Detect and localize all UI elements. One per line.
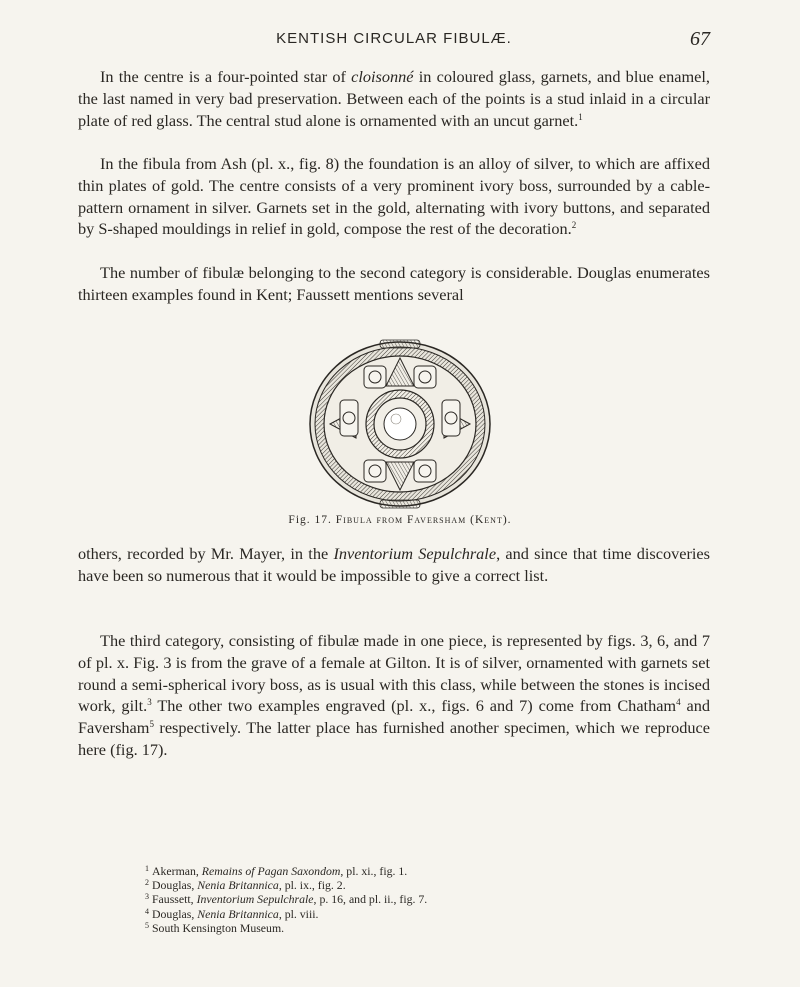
footnote-ref[interactable]: 3 bbox=[147, 697, 152, 708]
footnote-ref[interactable]: 2 bbox=[571, 220, 577, 231]
running-title: KENTISH CIRCULAR FIBULÆ. bbox=[276, 30, 512, 47]
footnote-title: Inventorium Sepulchrale bbox=[196, 892, 314, 907]
paragraph-text: In the fibula from Ash (pl. x., fig. 8) the foundation is an alloy of silver, to which are affixed thin plates of gold. The centre consists of a very prominent ivory boss, surrounded by a cable-pattern ornament in silver. Garnets set in the gold, alternating with ivory buttons, and separated by S-shaped mouldings in relief in gold, compose the rest of the decoration. bbox=[78, 154, 710, 239]
paragraph-text: The other two examples engraved (pl. x., figs. 6 and 7) come from Chatham bbox=[151, 696, 677, 716]
paragraph-text: respectively. The latter place has furnished another specimen, which we reproduce here (fig. 17). bbox=[78, 718, 710, 759]
paragraph-text: and Faversham bbox=[78, 696, 711, 738]
paragraph-others bbox=[78, 543, 710, 587]
footnote-number: 4 bbox=[145, 906, 149, 916]
footnote-number: 2 bbox=[145, 878, 149, 888]
footnote-ref[interactable]: 4 bbox=[676, 697, 681, 708]
footnote-text: , p. 16, and pl. ii., fig. 7. bbox=[313, 892, 428, 907]
footnote bbox=[145, 878, 705, 892]
italic-title: Inventorium Sepulchrale bbox=[333, 544, 497, 563]
paragraph-text: , and since that time discoveries have been so numerous that it would be impossible to give a correct list. bbox=[78, 544, 710, 585]
footnote-text: Faussett, bbox=[152, 892, 197, 907]
figure-label: Fig. 17. bbox=[288, 514, 332, 526]
paragraph-second-category bbox=[78, 262, 710, 306]
page-header bbox=[78, 28, 710, 50]
paragraph-cloisonne bbox=[78, 66, 710, 131]
footnotes bbox=[145, 864, 705, 935]
footnote-text: South Kensington Museum. bbox=[152, 920, 285, 935]
footnote bbox=[145, 921, 705, 935]
footnote-title: Nenia Britannica bbox=[197, 906, 279, 921]
paragraph-text: others, recorded by Mr. Mayer, in the bbox=[78, 544, 334, 563]
footnote-number: 3 bbox=[145, 892, 149, 902]
paragraph-text: The number of fibulæ belonging to the second category is considerable. Douglas enumerates thirteen examples found in Kent; Faussett mentions several bbox=[78, 263, 710, 304]
footnote bbox=[145, 864, 705, 878]
footnote-number: 1 bbox=[145, 864, 149, 873]
footnote-text: Akerman, bbox=[152, 864, 202, 878]
footnote-text: , pl. viii. bbox=[278, 906, 319, 921]
paragraph-ash-fibula bbox=[78, 153, 710, 240]
paragraph-third-category bbox=[78, 630, 710, 761]
paragraph-text: in coloured glass, garnets, and blue enamel, the last named in very bad preservation. Between each of the points is a stud inlaid in a circular plate of red glass. The central stud alone is ornamented with an uncut garnet. bbox=[78, 67, 710, 130]
footnote-text: Douglas, bbox=[152, 906, 198, 921]
footnote-number: 5 bbox=[145, 920, 149, 930]
fibula-drawing bbox=[304, 336, 496, 512]
footnote bbox=[145, 892, 705, 906]
footnote bbox=[145, 907, 705, 921]
footnote-ref[interactable]: 5 bbox=[149, 719, 154, 730]
italic-term: cloisonné bbox=[351, 67, 414, 86]
footnote-title: Nenia Britannica bbox=[197, 878, 279, 893]
footnote-ref[interactable]: 1 bbox=[578, 111, 583, 122]
figure-caption-text: Fibula from Faversham (Kent). bbox=[335, 514, 512, 526]
fibula-illustration bbox=[304, 336, 496, 512]
footnote-text: Douglas, bbox=[152, 878, 198, 893]
page-number: 67 bbox=[690, 28, 710, 50]
paragraph-text: The third category, consisting of fibulæ made in one piece, is represented by figs. 3, 6, and 7 of pl. x. Fig. 3 is from the grave of a female at Gilton. It is of silver, ornamented with garnets set round a semi-spherical ivory boss, as is usual with this class, while between the stones is incised work, gilt. bbox=[78, 631, 710, 716]
paragraph-text: In the centre is a four-pointed star of bbox=[100, 67, 352, 86]
footnote-text: , pl. xi., fig. 1. bbox=[340, 864, 408, 878]
figure-caption bbox=[0, 514, 800, 526]
footnote-title: Remains of Pagan Saxondom bbox=[201, 864, 341, 878]
footnote-text: , pl. ix., fig. 2. bbox=[278, 878, 346, 893]
